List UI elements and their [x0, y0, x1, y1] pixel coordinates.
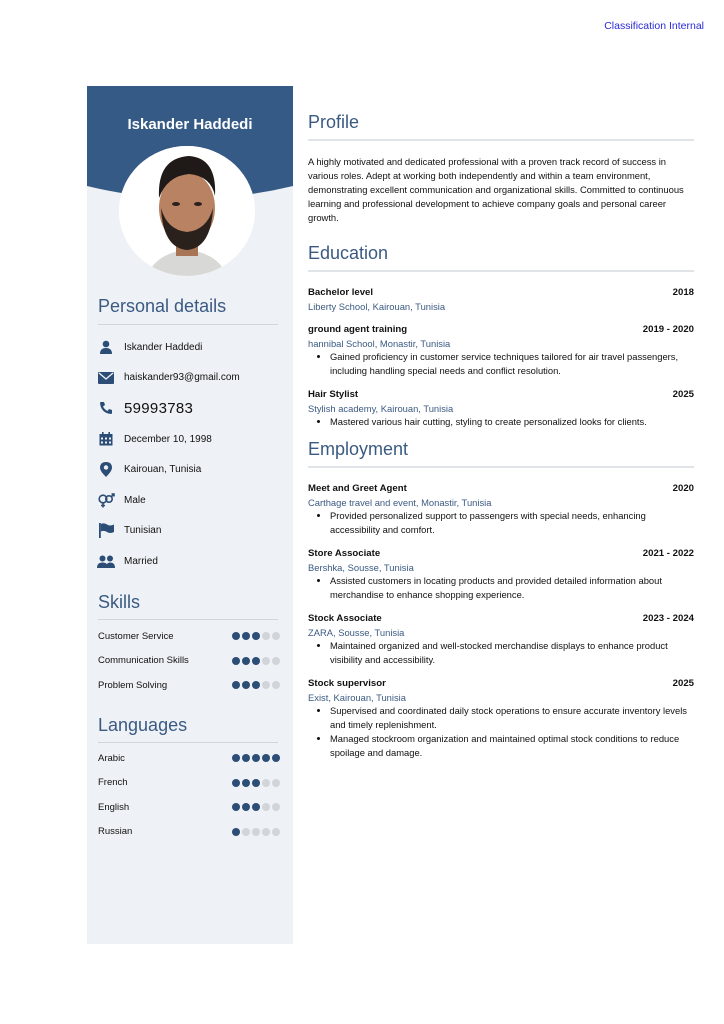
- language-rating: [232, 779, 280, 787]
- employment-list: [308, 482, 694, 760]
- profile-rule: [308, 139, 694, 141]
- rating-dot-filled: [272, 754, 280, 762]
- language-rating: [232, 828, 280, 836]
- email-icon: [96, 370, 116, 386]
- rating-dot-filled: [242, 803, 250, 811]
- rating-dot-empty: [272, 657, 280, 665]
- education-entry: [308, 388, 694, 429]
- employment-entry-title: Stock Associate: [308, 613, 382, 624]
- employment-entry-title: Meet and Greet Agent: [308, 483, 407, 494]
- employment-entry-date: 2020: [672, 483, 694, 494]
- skills-rule: [98, 619, 278, 620]
- employment-entry-place: Exist, Kairouan, Tunisia: [308, 692, 406, 703]
- calendar-icon: [96, 431, 116, 447]
- employment-entry-bullet: • Maintained organized and well-stocked merchandise displays to enhance product visibility and accessibility.: [330, 639, 694, 667]
- people-icon: [96, 553, 116, 569]
- avatar: [119, 146, 255, 276]
- personal-details-list: [96, 332, 286, 577]
- skills-title: Skills: [98, 592, 141, 612]
- personal-gender-text: Male: [124, 494, 146, 506]
- skill-row: [98, 673, 280, 698]
- rating-dot-filled: [252, 657, 260, 665]
- education-entry-bullets: [330, 415, 694, 429]
- education-entry-title: Bachelor level: [308, 287, 374, 298]
- employment-entry-bullet: • Supervised and coordinated daily stock operations to ensure accurate inventory levels and timely replenishment.: [330, 704, 694, 732]
- rating-dot-filled: [232, 632, 240, 640]
- classification-label: Classification Internal: [604, 20, 704, 32]
- employment-entry-bullet: • Assisted customers in locating products and provided detailed information about merchandise to enhance shopping experience.: [330, 574, 694, 602]
- employment-entry-bullets: [330, 639, 694, 667]
- language-row: [98, 795, 280, 820]
- education-entry-bullet: • Mastered various hair cutting, styling to create personalized looks for clients.: [330, 415, 694, 429]
- language-row: [98, 771, 280, 796]
- rating-dot-filled: [242, 681, 250, 689]
- rating-dot-empty: [262, 803, 270, 811]
- employment-entry-bullet: • Provided personalized support to passengers with special needs, enhancing accessibility and comfort.: [330, 509, 694, 537]
- education-entry-header: [308, 323, 694, 337]
- skill-name: Problem Solving: [98, 679, 168, 691]
- skills-list: [98, 624, 280, 698]
- employment-entry-title: Stock supervisor: [308, 678, 386, 689]
- language-row: [98, 820, 280, 845]
- rating-dot-empty: [272, 632, 280, 640]
- rating-dot-filled: [242, 779, 250, 787]
- employment-entry-header: [308, 482, 694, 496]
- rating-dot-filled: [252, 754, 260, 762]
- rating-dot-filled: [232, 657, 240, 665]
- flag-icon: [96, 523, 116, 539]
- rating-dot-empty: [262, 632, 270, 640]
- personal-email-text[interactable]: haiskander93@gmail.com: [124, 372, 240, 384]
- employment-entry-date: 2021 - 2022: [642, 548, 694, 559]
- education-entry-title: ground agent training: [308, 324, 408, 335]
- skill-rating: [232, 681, 280, 689]
- employment-entry-bullet: • Managed stockroom organization and maintained optimal stock conditions to reduce spoilage and damage.: [330, 732, 694, 760]
- rating-dot-empty: [272, 779, 280, 787]
- personal-details-rule: [98, 324, 278, 325]
- candidate-name: Iskander Haddedi: [127, 116, 253, 133]
- education-rule: [308, 270, 694, 272]
- phone-icon: [96, 400, 116, 416]
- employment-title: Employment: [308, 439, 409, 459]
- employment-entry-place: ZARA, Sousse, Tunisia: [308, 627, 405, 638]
- employment-entry-title: Store Associate: [308, 548, 381, 559]
- skill-name: Communication Skills: [98, 655, 189, 667]
- skill-name: Customer Service: [98, 630, 174, 642]
- user-icon: [96, 339, 116, 355]
- employment-entry-header: [308, 612, 694, 626]
- personal-birthdate: [96, 424, 286, 455]
- rating-dot-empty: [272, 681, 280, 689]
- employment-entry: [308, 612, 694, 667]
- employment-entry: [308, 677, 694, 760]
- rating-dot-empty: [262, 828, 270, 836]
- personal-nationality: [96, 516, 286, 547]
- education-title: Education: [308, 243, 389, 263]
- education-entry-bullet: • Gained proficiency in customer service techniques tailored for air travel passengers, including handling special needs and conflict resolution.: [330, 350, 694, 378]
- education-entry-date: 2025: [672, 389, 694, 400]
- education-entry-header: [308, 286, 694, 300]
- personal-phone: [96, 393, 286, 424]
- rating-dot-filled: [232, 803, 240, 811]
- main-content: [308, 112, 694, 770]
- personal-details-title: Personal details: [98, 296, 227, 316]
- languages-list: [98, 746, 280, 844]
- language-rating: [232, 754, 280, 762]
- rating-dot-empty: [252, 828, 260, 836]
- rating-dot-empty: [262, 681, 270, 689]
- employment-entry: [308, 547, 694, 602]
- language-rating: [232, 803, 280, 811]
- skill-row: [98, 649, 280, 674]
- language-name: Arabic: [98, 752, 125, 764]
- education-entry-date: 2019 - 2020: [642, 324, 694, 335]
- rating-dot-filled: [252, 632, 260, 640]
- personal-birthdate-text: December 10, 1998: [124, 433, 212, 445]
- employment-entry: [308, 482, 694, 537]
- education-entry-place: Liberty School, Kairouan, Tunisia: [308, 301, 446, 312]
- skill-rating: [232, 632, 280, 640]
- rating-dot-filled: [242, 632, 250, 640]
- education-entry-place: hannibal School, Monastir, Tunisia: [308, 338, 451, 349]
- profile-text: A highly motivated and dedicated professional with a proven track record of success in various roles. Adept at working both independently and within a team environment, demonstrating excellent communication and organizational skills. Committed to continuous learning and professional development to achieve company goals and personal career growth.: [308, 156, 684, 223]
- employment-entry-bullets: [330, 704, 694, 760]
- rating-dot-empty: [272, 828, 280, 836]
- education-entry: [308, 286, 694, 313]
- languages-title: Languages: [98, 715, 188, 735]
- rating-dot-filled: [232, 828, 240, 836]
- employment-entry-place: Bershka, Sousse, Tunisia: [308, 562, 414, 573]
- rating-dot-filled: [242, 657, 250, 665]
- rating-dot-filled: [252, 779, 260, 787]
- employment-entry-bullets: [330, 574, 694, 602]
- employment-entry-header: [308, 547, 694, 561]
- education-entry-title: Hair Stylist: [308, 389, 359, 400]
- gender-icon: [96, 492, 116, 508]
- education-entry-bullets: [330, 350, 694, 378]
- skill-row: [98, 624, 280, 649]
- rating-dot-filled: [232, 681, 240, 689]
- employment-entry-place: Carthage travel and event, Monastir, Tunisia: [308, 497, 492, 508]
- personal-gender: [96, 485, 286, 516]
- skill-rating: [232, 657, 280, 665]
- personal-location-text: Kairouan, Tunisia: [124, 464, 202, 476]
- sidebar: [87, 86, 293, 944]
- location-icon: [96, 462, 116, 478]
- rating-dot-filled: [232, 754, 240, 762]
- rating-dot-filled: [252, 803, 260, 811]
- language-name: French: [98, 777, 128, 789]
- employment-entry-date: 2025: [672, 678, 694, 689]
- rating-dot-filled: [252, 681, 260, 689]
- education-entry-place: Stylish academy, Kairouan, Tunisia: [308, 403, 454, 414]
- personal-name: [96, 332, 286, 363]
- education-entry: [308, 323, 694, 378]
- profile-title: Profile: [308, 112, 360, 132]
- rating-dot-empty: [262, 657, 270, 665]
- languages-rule: [98, 742, 278, 743]
- employment-entry-date: 2023 - 2024: [642, 613, 694, 624]
- language-name: English: [98, 801, 130, 813]
- employment-rule: [308, 466, 694, 468]
- employment-entry-bullets: [330, 509, 694, 537]
- personal-name-text: Iskander Haddedi: [124, 341, 203, 353]
- personal-email: [96, 363, 286, 394]
- rating-dot-filled: [242, 754, 250, 762]
- personal-phone-text[interactable]: 59993783: [124, 399, 194, 417]
- education-entry-header: [308, 388, 694, 402]
- rating-dot-empty: [242, 828, 250, 836]
- employment-entry-header: [308, 677, 694, 691]
- personal-location: [96, 454, 286, 485]
- language-name: Russian: [98, 826, 133, 838]
- language-row: [98, 746, 280, 771]
- rating-dot-empty: [272, 803, 280, 811]
- rating-dot-filled: [262, 754, 270, 762]
- rating-dot-empty: [262, 779, 270, 787]
- rating-dot-filled: [232, 779, 240, 787]
- personal-marital: [96, 546, 286, 577]
- personal-marital-text: Married: [124, 555, 158, 567]
- education-list: [308, 286, 694, 429]
- education-entry-date: 2018: [672, 287, 694, 298]
- personal-nationality-text: Tunisian: [124, 525, 162, 537]
